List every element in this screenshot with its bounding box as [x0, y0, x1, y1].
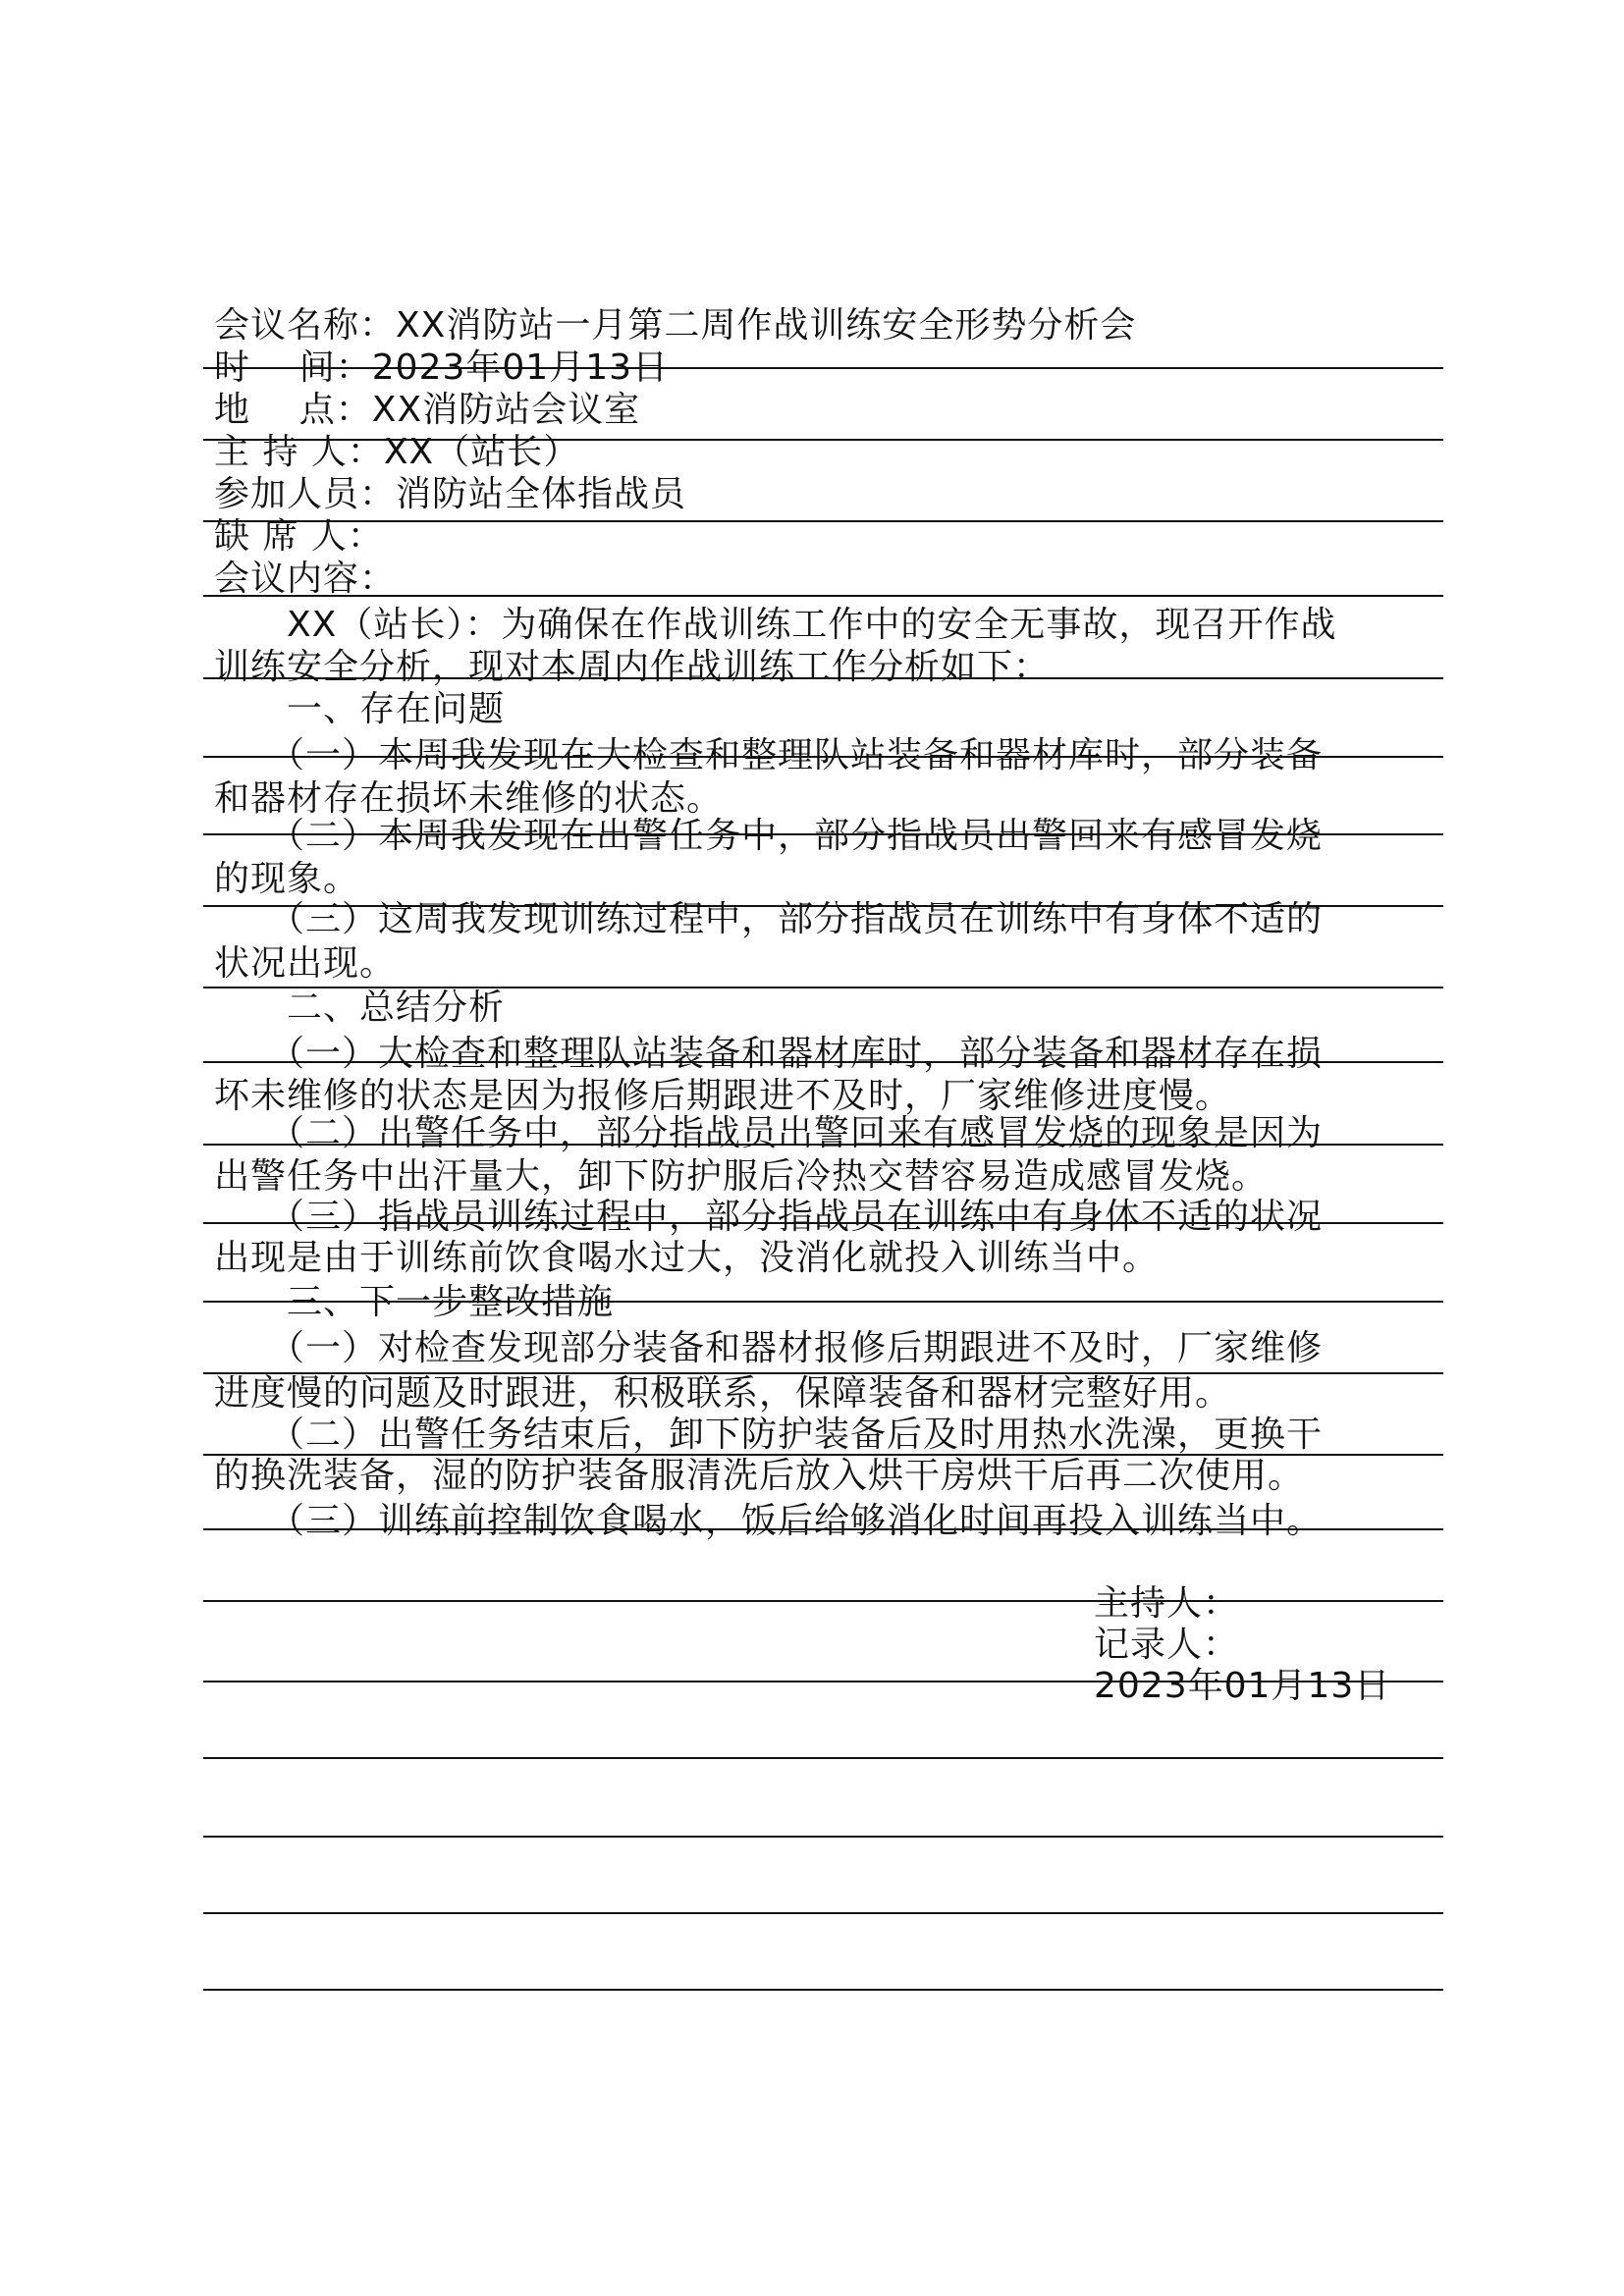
header-row-absent — [214, 515, 384, 559]
rule-line — [203, 1757, 1443, 1759]
content-line: （一）大检查和整理队站装备和器材库时，部分装备和器材存在损 — [214, 1034, 1324, 1074]
content-line: （一）对检查发现部分装备和器材报修后期跟进不及时，厂家维修 — [214, 1328, 1324, 1368]
rule-line — [203, 1912, 1443, 1914]
field-label: 会议内容： — [214, 559, 397, 599]
content-line: 的换洗装备，湿的防护装备服清洗后放入烘干房烘干后再二次使用。 — [214, 1456, 1305, 1496]
field-value: XX消防站一月第二周作战训练安全形势分析会 — [396, 305, 1137, 346]
content-line: 出现是由于训练前饮食喝水过大，没消化就投入训练当中。 — [214, 1238, 1160, 1278]
field-label: 主 持 人： — [214, 432, 384, 472]
rule-line — [203, 1836, 1443, 1838]
recorder-signature-label: 记录人： — [1094, 1625, 1240, 1665]
signature-date: 2023年01月13日 — [1094, 1666, 1391, 1706]
host-signature-label: 主持人： — [1094, 1583, 1240, 1624]
content-line: 状况出现。 — [214, 943, 397, 984]
content-line: XX（站长）：为确保在作战训练工作中的安全无事故，现召开作战 — [214, 605, 1337, 645]
content-line: （二）出警任务结束后，卸下防护装备后及时用热水洗澡，更换干 — [214, 1415, 1324, 1455]
field-value: 消防站全体指战员 — [396, 474, 687, 514]
rule-line — [203, 520, 1443, 522]
section-heading: 三、下一步整改措施 — [214, 1282, 615, 1322]
field-label: 地 点： — [214, 390, 372, 430]
section-heading: 一、存在问题 — [214, 689, 506, 729]
content-line: （二）本周我发现在出警任务中，部分指战员出警回来有感冒发烧 — [214, 816, 1324, 856]
content-line: （一）本周我发现在大检查和整理队站装备和器材库时，部分装备 — [214, 735, 1324, 775]
content-line: 和器材存在损坏未维修的状态。 — [214, 778, 724, 819]
field-label: 会议名称： — [214, 305, 397, 346]
content-line: 出警任务中出汗量大，卸下防护服后冷热交替容易造成感冒发烧。 — [214, 1156, 1269, 1197]
field-label: 参加人员： — [214, 474, 397, 514]
header-row-time — [214, 347, 669, 390]
field-value: 2023年01月13日 — [371, 347, 670, 388]
content-line: 进度慢的问题及时跟进，积极联系，保障装备和器材完整好用。 — [214, 1373, 1232, 1414]
content-line: （三）训练前控制饮食喝水，饭后给够消化时间再投入训练当中。 — [214, 1501, 1324, 1541]
rule-line — [203, 1600, 1443, 1602]
field-label: 缺 席 人： — [214, 516, 384, 557]
header-row-attendees — [214, 473, 686, 516]
field-value: XX（站长） — [383, 432, 580, 472]
rule-line — [203, 1989, 1443, 1991]
header-row-content — [214, 558, 396, 601]
section-heading: 二、总结分析 — [214, 988, 506, 1028]
content-line: 坏未维修的状态是因为报修后期跟进不及时，厂家维修进度慢。 — [214, 1076, 1232, 1116]
header-row-meeting-name — [214, 304, 1136, 347]
field-value: XX消防站会议室 — [371, 390, 641, 430]
content-line: （三）这周我发现训练过程中，部分指战员在训练中有身体不适的 — [214, 899, 1324, 939]
content-line: 训练安全分析，现对本周内作战训练工作分析如下： — [214, 647, 1051, 687]
header-row-location — [214, 389, 640, 432]
content-line: （三）指战员训练过程中，部分指战员在训练中有身体不适的状况 — [214, 1197, 1324, 1237]
field-label: 时 间： — [214, 347, 372, 388]
content-line: （二）出警任务中，部分指战员出警回来有感冒发烧的现象是因为 — [214, 1113, 1324, 1153]
header-row-host — [214, 431, 579, 474]
content-line: 的现象。 — [214, 859, 360, 899]
